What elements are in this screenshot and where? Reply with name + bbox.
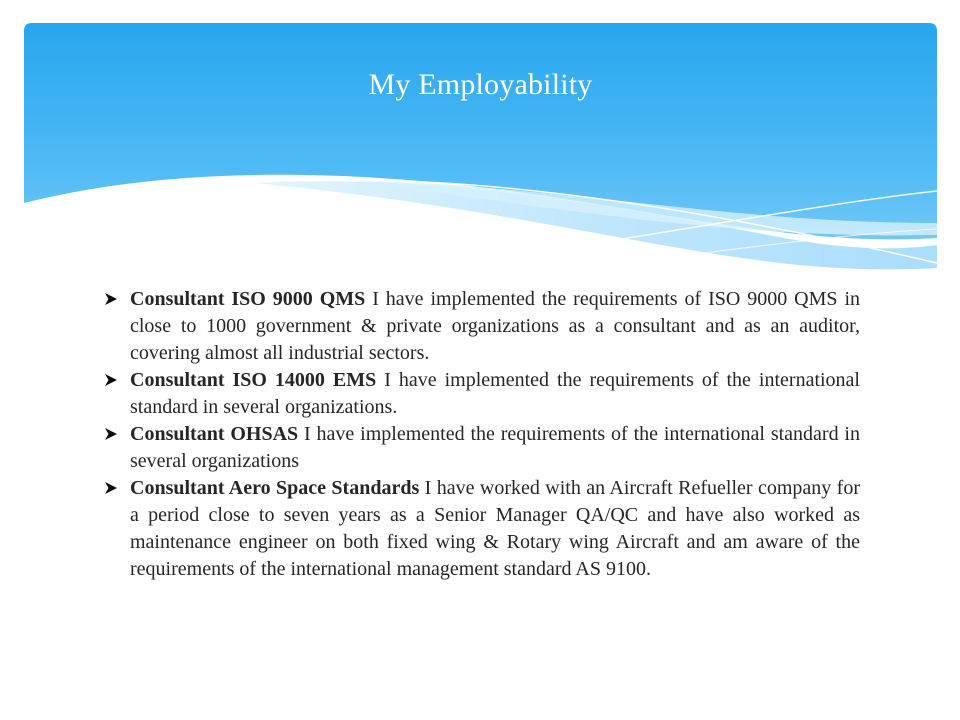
item-description: I have implemented the requirements of the international standard in several organizations. — [130, 369, 860, 418]
arrowhead-bullet-icon — [104, 292, 118, 306]
banner-wave-graphic — [24, 23, 937, 283]
list-item — [104, 421, 860, 475]
item-heading: Consultant ISO 9000 QMS — [130, 288, 366, 310]
item-heading: Consultant Aero Space Standards — [130, 477, 420, 499]
item-description: I have worked with an Aircraft Refueller company for a period close to seven years as a Senior Manager QA/QC and have also worked as maintenance engineer on both fixed wing & Rotary wing Aircraft and am aware of the requirements of the international management standard AS 9100. — [130, 477, 860, 580]
page-title: My Employability — [368, 68, 593, 101]
list-item — [104, 475, 860, 583]
arrowhead-bullet-icon — [104, 427, 118, 441]
list-item — [104, 286, 860, 367]
item-description: I have implemented the requirements of ISO 9000 QMS in close to 1000 government & private organizations as a consultant and as an auditor, covering almost all industrial sectors. — [130, 288, 860, 364]
item-heading: Consultant ISO 14000 EMS — [130, 369, 377, 391]
header-banner — [24, 23, 937, 283]
arrowhead-bullet-icon — [104, 481, 118, 495]
item-heading: Consultant OHSAS — [130, 423, 299, 445]
bullet-list — [104, 286, 860, 583]
arrowhead-bullet-icon — [104, 373, 118, 387]
item-description: I have implemented the requirements of the international standard in several organizations — [130, 423, 860, 472]
list-item — [104, 367, 860, 421]
